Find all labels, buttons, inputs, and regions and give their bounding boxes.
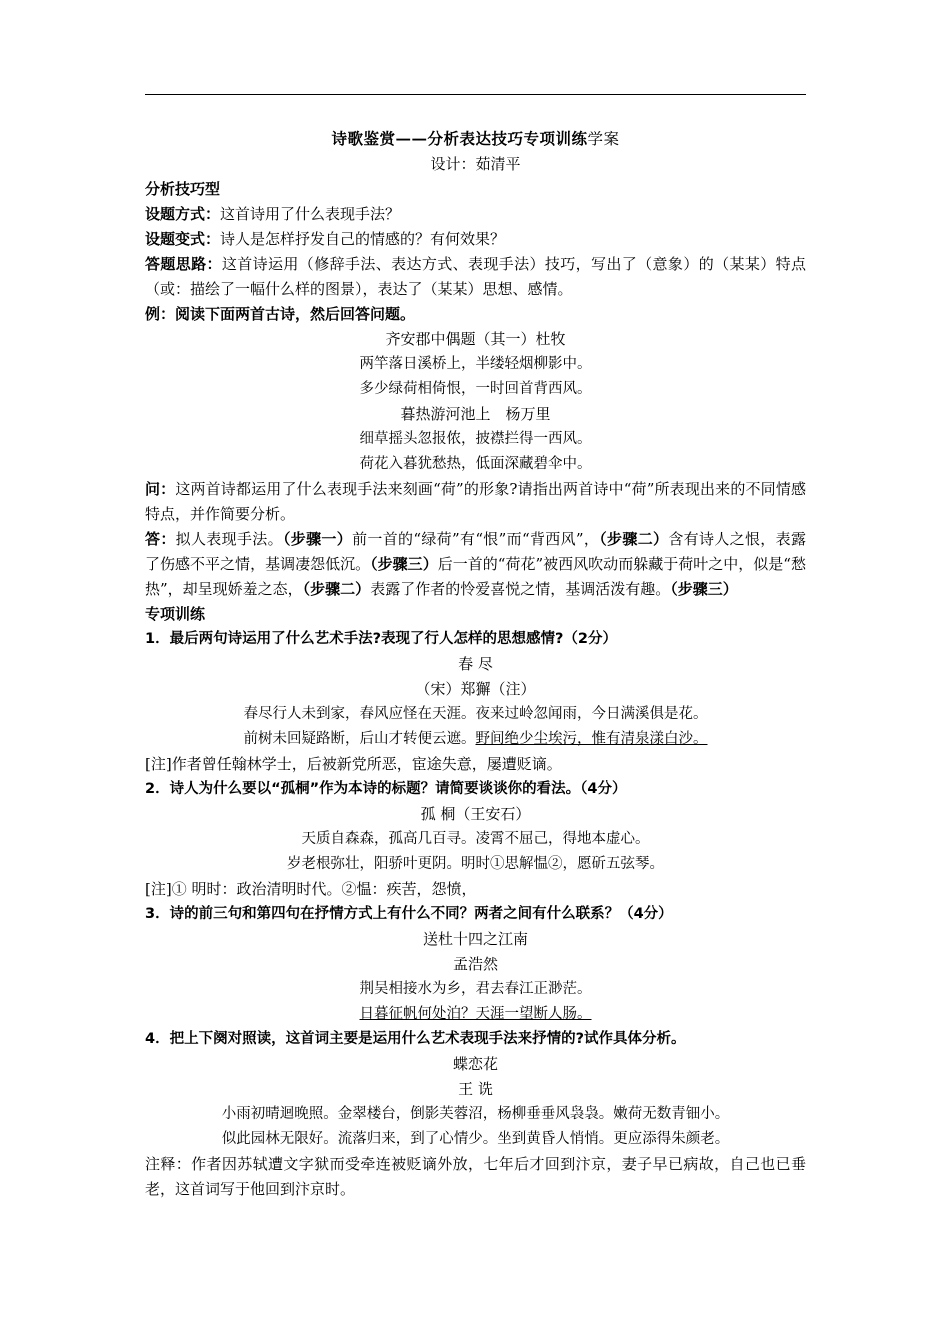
q4-poem-author: 王 诜 <box>458 1080 493 1098</box>
q4-note: 注释：作者因苏轼遭文字狱而受牵连被贬谪外放，七年后才回到汴京，妻子早已病故，自己也已垂老，这首词写于他回到汴京时。 <box>145 1155 806 1198</box>
q2-note: [注]① 明时：政治清明时代。②愠：疾苦，怨愤， <box>145 880 477 898</box>
title-tail: 学案 <box>587 130 620 148</box>
q2-poem-line: 岁老根弥壮，阳骄叶更阴。明时①思解愠②，愿斫五弦琴。 <box>287 856 664 872</box>
idea-text: 这首诗运用（修辞手法、表达方式、表现手法）技巧，写出了（意象）的（某某）特点（或：描绘了一幅什么样的图景），表达了（某某）思想、感情。 <box>145 255 806 298</box>
q4-poem-line: 似此园林无限好。流落归来，到了心情少。坐到黄昏人悄悄。更应添得朱颜老。 <box>221 1131 730 1147</box>
poem1-line: 多少绿荷相倚恨，一时回首背西风。 <box>359 381 592 397</box>
answer-text: 拟人表现手法。 <box>175 530 283 548</box>
poem2-line: 荷花入暮犹愁热，低面深藏碧伞中。 <box>359 456 592 472</box>
q4-poem-line: 小雨初晴迴晚照。金翠楼台，倒影芙蓉沼，杨柳垂垂风袅袅。嫩荷无数青钿小。 <box>221 1106 730 1122</box>
ask-line <box>145 202 806 227</box>
example-heading: 例：阅读下面两首古诗，然后回答问题。 <box>145 305 416 323</box>
answer-text: 含有诗人之恨，表露了伤感不平之情，基调凄怨低沉。 <box>145 530 806 573</box>
training-heading: 专项训练 <box>145 605 206 623</box>
q1-line-plain: 前树未回疑路断，后山才转便云遮。 <box>243 731 476 747</box>
q1-line-underlined: 野间绝少尘埃污，惟有清泉漾白沙。 <box>475 731 708 747</box>
type-heading: 分析技巧型 <box>145 180 221 198</box>
question-1: 1．最后两句诗运用了什么艺术手法?表现了行人怎样的思想感情?（2分） <box>145 631 617 647</box>
step-marker: （步骤二） <box>599 530 669 548</box>
example-answer <box>145 527 806 602</box>
question-label: 问： <box>145 480 176 498</box>
ask-text: 这首诗用了什么表现手法？ <box>220 205 401 223</box>
answer-text: 前一首的“绿荷”有“恨”而“背西风”， <box>352 530 600 548</box>
q1-poem-line <box>145 727 806 752</box>
variant-line <box>145 227 806 252</box>
variant-text: 诗人是怎样抒发自己的情感的？有何效果？ <box>220 230 506 248</box>
idea-paragraph <box>145 252 806 302</box>
document-title <box>145 126 806 152</box>
step-marker: （步骤三） <box>670 580 738 598</box>
question-text: 这两首诗都运用了什么表现手法来刻画“荷”的形象?请指出两首诗中“荷”所表现出来的不同情感特点，并作简要分析。 <box>145 480 806 523</box>
question-2: 2．诗人为什么要以“孤桐”作为本诗的标题？请简要谈谈你的看法。（4分） <box>145 781 627 797</box>
poem1-title: 齐安郡中偶题（其一）杜牧 <box>385 330 566 348</box>
q1-note: [注]作者曾任翰林学士，后被新党所恶，宦途失意，屡遭贬谪。 <box>145 755 562 773</box>
step-marker: （步骤三） <box>370 555 438 573</box>
poem2-title: 暮热游河池上 杨万里 <box>400 405 551 423</box>
document-body <box>145 126 806 1202</box>
q2-poem-title: 孤 桐（王安石） <box>420 805 531 823</box>
q2-poem-line: 天质自森森，孤高几百寻。凌霄不屈己，得地本虚心。 <box>301 831 650 847</box>
q3-poem-line <box>145 1002 806 1027</box>
answer-text: 后一首的“荷花”被西风吹动而躲藏于荷叶之中，似是“愁热”，却呈现娇羞之态， <box>145 555 806 598</box>
q1-poem-author: （宋）郑獬（注） <box>415 680 536 698</box>
poem2-line: 细草摇头忽报侬，披襟拦得一西风。 <box>359 431 592 447</box>
question-4: 4．把上下阕对照读，这首词主要是运用什么艺术表现手法来抒情的?试作具体分析。 <box>145 1031 686 1047</box>
step-marker: （步骤一） <box>282 530 353 548</box>
example-question <box>145 477 806 527</box>
question-3: 3．诗的前三句和第四句在抒情方式上有什么不同？两者之间有什么联系？（4分） <box>145 906 673 922</box>
q3-line-underlined: 日暮征帆何处泊？天涯一望断人肠。 <box>359 1006 592 1022</box>
idea-label: 答题思路： <box>145 255 222 273</box>
q1-poem-line: 春尽行人未到家，春风应怪在天涯。夜来过岭忽闻雨，今日满溪俱是花。 <box>243 706 708 722</box>
answer-text: 表露了作者的怜爱喜悦之情，基调活泼有趣。 <box>370 580 671 598</box>
answer-label: 答： <box>145 530 176 548</box>
header-rule <box>145 94 806 95</box>
q3-poem-title: 送杜十四之江南 <box>422 930 528 948</box>
poem1-line: 两竿落日溪桥上，半缕轻烟柳影中。 <box>359 356 592 372</box>
title-main: 诗歌鉴赏——分析表达技巧专项训练 <box>331 129 588 148</box>
q3-poem-line: 荆吴相接水为乡，君去春江正渺茫。 <box>359 981 592 997</box>
variant-label: 设题变式： <box>145 230 221 248</box>
step-marker: （步骤二） <box>302 580 371 598</box>
q1-poem-title: 春 尽 <box>458 655 493 673</box>
designer-line: 设计：茹清平 <box>430 155 521 173</box>
q4-poem-title: 蝶恋花 <box>452 1055 498 1073</box>
ask-label: 设题方式： <box>145 205 221 223</box>
q3-poem-author: 孟浩然 <box>452 955 498 973</box>
